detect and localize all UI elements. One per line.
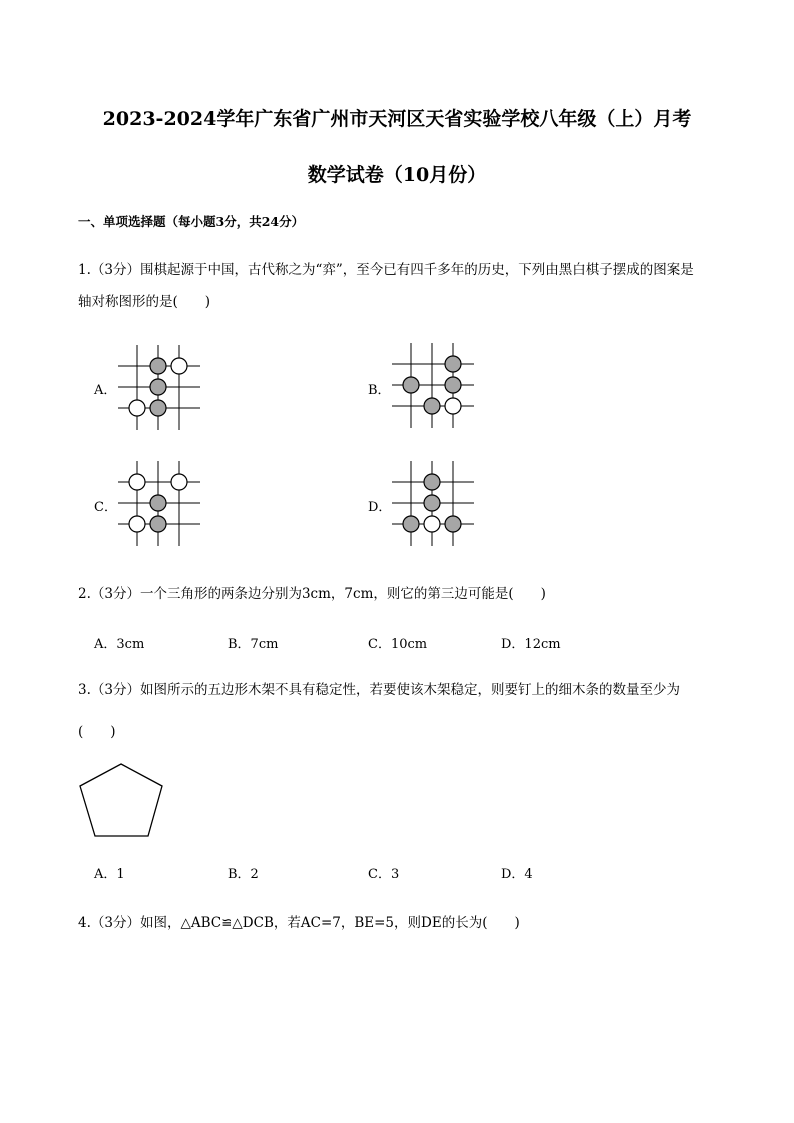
q2-option-c[interactable]: C．10cm: [368, 637, 428, 652]
q3-option-b[interactable]: B．2: [228, 867, 259, 882]
dark-stone: [424, 474, 440, 490]
dark-stone: [424, 398, 440, 414]
go-board-d-figure: [392, 461, 474, 546]
dark-stone: [403, 377, 419, 393]
light-stone: [129, 400, 145, 416]
dark-stone: [403, 516, 419, 532]
dark-stone: [150, 379, 166, 395]
go-board-a-figure: [118, 345, 200, 430]
go-board-c-figure: [118, 461, 200, 546]
q3-option-c[interactable]: C．3: [368, 867, 400, 882]
dark-stone: [445, 356, 461, 372]
dark-stone: [424, 495, 440, 511]
light-stone: [424, 516, 440, 532]
dark-stone: [150, 400, 166, 416]
light-stone: [445, 398, 461, 414]
q2-stem: 2.（3分）一个三角形的两条边分别为3cm，7cm，则它的第三边可能是( ): [78, 586, 546, 602]
title-line-1: 2023-2024学年广东省广州市天河区天省实验学校八年级（上）月考: [102, 108, 692, 130]
dark-stone: [150, 516, 166, 532]
q3-stem-line-1: 3.（3分）如图所示的五边形木架不具有稳定性，若要使该木架稳定，则要钉上的细木条的数量至少为: [78, 682, 680, 698]
q4-stem: 4.（3分）如图，△ABC≌△DCB，若AC=7，BE=5，则DE的长为( ): [78, 915, 520, 931]
title-line-2: 数学试卷（10月份）: [307, 164, 487, 186]
light-stone: [129, 516, 145, 532]
light-stone: [171, 358, 187, 374]
q3-option-a[interactable]: A．1: [94, 867, 125, 882]
q1-option-a-label[interactable]: A．: [94, 383, 117, 398]
dark-stone: [150, 358, 166, 374]
dark-stone: [150, 495, 166, 511]
q2-option-d[interactable]: D．12cm: [501, 637, 561, 652]
light-stone: [171, 474, 187, 490]
q1-option-b-label[interactable]: B．: [368, 383, 391, 398]
q3-option-d[interactable]: D．4: [501, 867, 533, 882]
dark-stone: [445, 516, 461, 532]
section-heading: 一、单项选择题（每小题3分，共24分）: [78, 214, 305, 229]
light-stone: [129, 474, 145, 490]
q1-option-c-label[interactable]: C．: [94, 500, 117, 515]
q1-option-d-label[interactable]: D．: [368, 500, 392, 515]
q2-option-b[interactable]: B．7cm: [228, 637, 279, 652]
q2-option-a[interactable]: A．3cm: [94, 637, 145, 652]
q1-stem-line-1: 1.（3分）围棋起源于中国，古代称之为“弈”，至今已有四千多年的历史，下列由黑白棋子摆成的图案是: [78, 262, 694, 278]
dark-stone: [445, 377, 461, 393]
pentagon-frame-figure: [78, 762, 188, 840]
go-board-b-figure: [392, 343, 474, 428]
q3-stem-line-2: ( ): [78, 724, 116, 740]
q1-stem-line-2: 轴对称图形的是( ): [78, 294, 211, 310]
